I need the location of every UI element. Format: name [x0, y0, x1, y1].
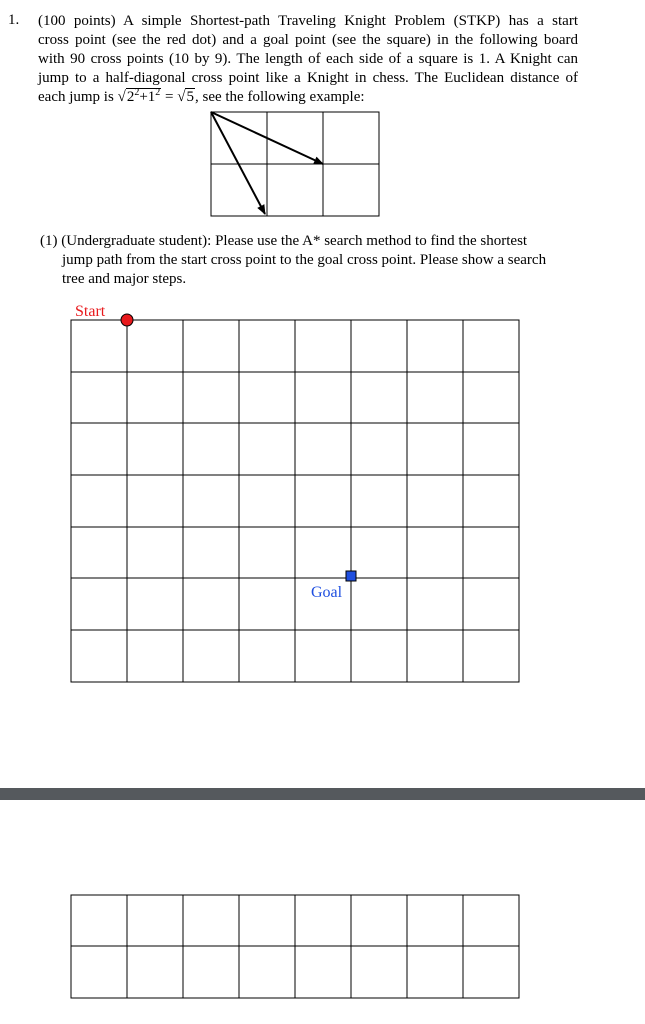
knight-jump-arrow	[211, 112, 265, 214]
formula-suffix: , see the following example:	[194, 89, 365, 105]
formula-plus: +	[139, 89, 148, 105]
question-line: cross point (see the red dot) and a goal point (see the square) in the following board	[38, 32, 578, 48]
page-divider	[0, 788, 645, 800]
knight-move-example-diagram	[209, 110, 384, 220]
goal-point-square	[346, 571, 356, 581]
sub-question-line: (1) (Undergraduate student): Please use the A* search method to find the shortest	[40, 233, 528, 249]
goal-label: Goal	[311, 584, 343, 601]
start-label: Start	[75, 303, 106, 320]
question-text	[38, 12, 578, 107]
formula-a: 2	[126, 89, 135, 105]
question-line-formula	[38, 88, 578, 107]
question-line: with 90 cross points (10 by 9). The length of each side of a square is 1. A Knight can	[38, 51, 578, 67]
sqrt-expression: $√2^2+1^2$	[117, 87, 161, 105]
formula-exp-a: 2	[134, 87, 140, 98]
example-grid-lines	[211, 112, 379, 216]
sqrt-five-value: 5	[186, 89, 194, 105]
board-grid	[71, 320, 519, 682]
sub-question	[40, 232, 578, 289]
board-diagram	[60, 296, 530, 688]
sqrt-five: √5	[177, 89, 194, 105]
formula-exp-b: 2	[155, 87, 161, 98]
question-line: jump to a half-diagonal cross point like a Knight in chess. The Euclidean distance of	[38, 70, 578, 86]
formula-prefix: each jump is	[38, 89, 114, 105]
formula-b: 1	[147, 89, 156, 105]
question-line: (100 points) A simple Shortest-path Traveling Knight Problem (STKP) has a start	[38, 13, 578, 29]
question-number: 1.	[8, 12, 20, 28]
sub-question-line: jump path from the start cross point to the goal cross point. Please show a search	[62, 252, 547, 268]
sub-question-line: tree and major steps.	[62, 271, 187, 287]
start-point-dot	[121, 314, 133, 326]
board-grid-continued	[70, 894, 522, 1000]
formula-equals: =	[165, 89, 174, 105]
